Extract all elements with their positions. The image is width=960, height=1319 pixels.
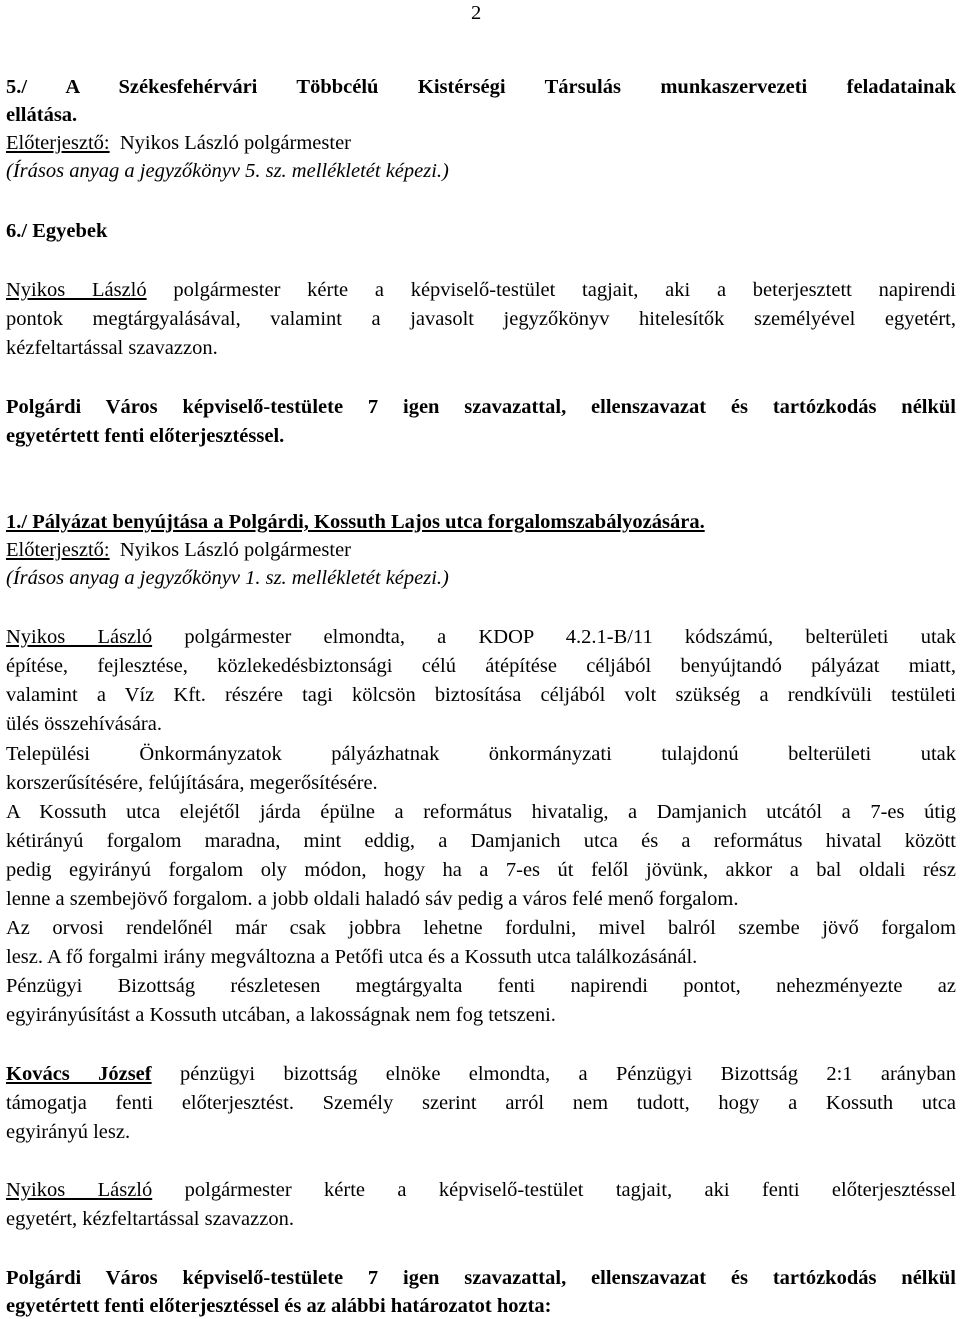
item1-para3-line4: lenne a szembejövő forgalom. a jobb oldali haladó sáv pedig a város felé menő forgalom. [6,888,739,910]
item1-para2-line1: Települési Önkormányzatok pályázhatnak önkormányzati tulajdonú belterületi utak [6,743,956,765]
item1-para6-line2: támogatja fenti előterjesztést. Személy szerint arról nem tudott, hogy a Kossuth utca [6,1092,956,1114]
item1-para1-line3: valamint a Víz Kft. részére tagi kölcsön biztosítása céljából volt szükség a rendkívüli testületi [6,684,956,706]
item1-attachment-note: (Írásos anyag a jegyzőkönyv 1. sz. mellékletét képezi.) [6,567,449,589]
item1-para4-line1: Az orvosi rendelőnél már csak jobbra lehetne fordulni, mivel balról szembe jövő forgalom [6,917,956,939]
item1-para3-line2: kétirányú forgalom maradna, mint eddig, a Damjanich utca és a református hivatal között [6,830,956,852]
section5-attachment-note: (Írásos anyag a jegyzőkönyv 5. sz. mellékletét képezi.) [6,160,449,182]
item1-para3-line1: A Kossuth utca elejétől járda épülne a református hivatalig, a Damjanich utcától a 7-es útig [6,801,956,823]
section6-vote-line1: Polgárdi Város képviselő-testülete 7 igen szavazattal, ellenszavazat és tartózkodás nélkül [6,396,956,418]
speaker-name: Nyikos László [6,1179,153,1201]
section6-vote-line2: egyetértett fenti előterjesztéssel. [6,425,285,447]
item1-vote-line1: Polgárdi Város képviselő-testülete 7 igen szavazattal, ellenszavazat és tartózkodás nélkül [6,1267,956,1289]
section5-title-line1: 5./ A Székesfehérvári Többcélú Kistérségi Társulás munkaszervezeti feladatainak [6,76,956,98]
item1-para1-line4: ülés összehívására. [6,713,162,735]
presenter-label: Előterjesztő: [6,132,110,154]
item1-vote-line2: egyetértett fenti előterjesztéssel és az alábbi határozatot hozta: [6,1295,552,1317]
item1-para1-line1: Nyikos László polgármester elmondta, a KDOP 4.2.1-B/11 kódszámú, belterületi utak [6,626,956,648]
item1-title: 1./ Pályázat benyújtása a Polgárdi, Kossuth Lajos utca forgalomszabályozására. [6,511,705,533]
section5-title-line2: ellátása. [6,104,78,126]
page-number: 2 [471,2,482,24]
item1-para6-line1: Kovács József pénzügyi bizottság elnöke elmondta, a Pénzügyi Bizottság 2:1 arányban [6,1063,957,1085]
section6-paragraph-line3: kézfeltartással szavazzon. [6,337,218,359]
item1-para5-line2: egyirányúsítást a Kossuth utcában, a lakosságnak nem fog tetszeni. [6,1004,556,1026]
speaker-name: Kovács József [6,1063,152,1085]
item1-para3-line3: pedig egyirányú forgalom oly módon, hogy ha a 7-es út felől jövünk, akkor a bal oldali rész [6,859,956,881]
item1-para6-line3: egyirányú lesz. [6,1121,131,1143]
presenter-value: Nyikos László polgármester [119,132,351,154]
section6-paragraph-line1: Nyikos László polgármester kérte a képviselő-testület tagjait, aki a beterjesztett napirendi [6,279,956,301]
item1-para7-line1: Nyikos László polgármester kérte a képviselő-testület tagjait, aki fenti előterjesztéssel [6,1179,956,1201]
section6-paragraph-line2: pontok megtárgyalásával, valamint a javasolt jegyzőkönyv hitelesítők személyével egyetért, [6,308,956,330]
presenter-label: Előterjesztő: [6,539,110,561]
section5-presenter [6,131,956,155]
item1-para5-line1: Pénzügyi Bizottság részletesen megtárgyalta fenti napirendi pontot, nehezményezte az [6,975,956,997]
item1-para7-line2: egyetért, kézfeltartással szavazzon. [6,1208,294,1230]
item1-para4-line2: lesz. A fő forgalmi irány megváltozna a Petőfi utca és a Kossuth utca találkozásánál. [6,946,698,968]
item1-presenter [6,538,956,562]
item1-para2-line2: korszerűsítésére, felújítására, megerősítésére. [6,772,378,794]
presenter-value: Nyikos László polgármester [119,539,351,561]
speaker-name: Nyikos László [6,279,147,301]
item1-para1-line2: építése, fejlesztése, közlekedésbiztonsági célú átépítése céljából benyújtandó pályázat miatt, [6,655,956,677]
speaker-name: Nyikos László [6,626,153,648]
section6-title: 6./ Egyebek [6,220,108,242]
